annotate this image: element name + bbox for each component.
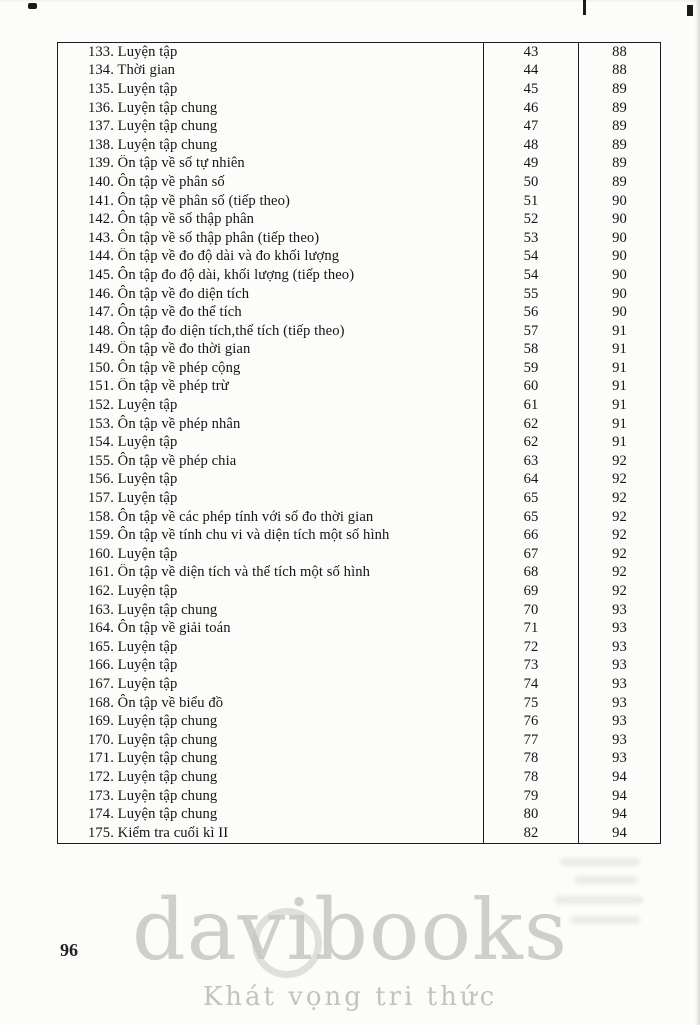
table-row <box>58 675 660 694</box>
lesson-title: 138. Luyện tập chung <box>88 136 218 153</box>
lesson-number-cell: 79 <box>483 787 578 806</box>
toc-table <box>57 42 661 844</box>
lesson-title: 145. Ôn tập đo độ dài, khối lượng (tiếp theo) <box>88 266 355 283</box>
table-row <box>58 545 660 564</box>
page-number-cell: 93 <box>578 657 660 676</box>
lesson-title: 133. Luyện tập <box>88 43 178 60</box>
page-number-cell: 94 <box>578 787 660 806</box>
table-row <box>58 155 660 174</box>
lesson-number-cell: 59 <box>483 359 578 378</box>
table-row <box>58 489 660 508</box>
page-number-cell: 92 <box>578 564 660 583</box>
lesson-title: 146. Ôn tập về đo diện tích <box>88 285 250 302</box>
table-row <box>58 824 660 843</box>
lesson-title: 169. Luyện tập chung <box>88 713 218 730</box>
page-number-cell: 94 <box>578 768 660 787</box>
table-row <box>58 564 660 583</box>
table-row <box>58 805 660 824</box>
lesson-title: 160. Luyện tập <box>88 545 178 562</box>
lesson-number-cell: 49 <box>483 155 578 174</box>
lesson-number-cell: 46 <box>483 99 578 118</box>
lesson-number-cell: 52 <box>483 210 578 229</box>
lesson-title: 140. Ôn tập về phân số <box>88 173 225 190</box>
lesson-number-cell: 60 <box>483 378 578 397</box>
table-row <box>58 248 660 267</box>
lesson-title: 162. Luyện tập <box>88 583 178 600</box>
table-row <box>58 750 660 769</box>
page-number-cell: 93 <box>578 619 660 638</box>
page-number-cell: 92 <box>578 526 660 545</box>
table-row <box>58 322 660 341</box>
scan-artifact <box>583 0 586 15</box>
lesson-title: 165. Luyện tập <box>88 638 178 655</box>
page-number-cell: 94 <box>578 805 660 824</box>
lesson-number-cell: 64 <box>483 471 578 490</box>
table-row <box>58 99 660 118</box>
lesson-title: 143. Ôn tập về số thập phân (tiếp theo) <box>88 229 320 246</box>
page-number-cell: 90 <box>578 266 660 285</box>
page-number-cell: 92 <box>578 471 660 490</box>
page-number-cell: 89 <box>578 136 660 155</box>
lesson-title: 135. Luyện tập <box>88 80 178 97</box>
table-row <box>58 787 660 806</box>
bleed-through-mark <box>560 858 640 866</box>
lesson-title: 170. Luyện tập chung <box>88 731 218 748</box>
lesson-title: 141. Ôn tập về phân số (tiếp theo) <box>88 192 290 209</box>
printed-page-number: 96 <box>60 940 78 960</box>
lesson-number-cell: 62 <box>483 415 578 434</box>
lesson-title: 158. Ôn tập về các phép tính với số đo thời gian <box>88 508 374 525</box>
lesson-title: 159. Ôn tập về tính chu vi và diện tích một số hình <box>88 527 390 544</box>
lesson-title: 150. Ôn tập về phép cộng <box>88 359 241 376</box>
scan-edge-shadow-right <box>695 0 700 1025</box>
page-number-cell: 90 <box>578 210 660 229</box>
table-row <box>58 229 660 248</box>
scan-artifact <box>687 5 693 16</box>
page-number-cell: 89 <box>578 117 660 136</box>
lesson-number-cell: 72 <box>483 638 578 657</box>
page-number-cell: 91 <box>578 341 660 360</box>
table-row <box>58 80 660 99</box>
table-row <box>58 601 660 620</box>
bleed-through-mark <box>575 876 637 884</box>
page-number-cell: 91 <box>578 433 660 452</box>
table-row <box>58 694 660 713</box>
lesson-title: 142. Ôn tập về số thập phân <box>88 211 255 228</box>
page-number-cell: 90 <box>578 248 660 267</box>
table-row <box>58 452 660 471</box>
lesson-number-cell: 76 <box>483 712 578 731</box>
page-number-cell: 92 <box>578 452 660 471</box>
page-number-cell: 91 <box>578 415 660 434</box>
lesson-number-cell: 50 <box>483 173 578 192</box>
page-number-cell: 93 <box>578 601 660 620</box>
table-row <box>58 285 660 304</box>
lesson-number-cell: 47 <box>483 117 578 136</box>
page-number-cell: 92 <box>578 545 660 564</box>
lesson-number-cell: 73 <box>483 657 578 676</box>
lesson-number-cell: 48 <box>483 136 578 155</box>
lesson-title: 167. Luyện tập <box>88 675 178 692</box>
lesson-title: 154. Luyện tập <box>88 434 178 451</box>
lesson-title: 173. Luyện tập chung <box>88 787 218 804</box>
lesson-number-cell: 55 <box>483 285 578 304</box>
lesson-number-cell: 65 <box>483 508 578 527</box>
lesson-number-cell: 70 <box>483 601 578 620</box>
lesson-title: 136. Luyện tập chung <box>88 99 218 116</box>
lesson-title: 139. Ôn tập về số tự nhiên <box>88 155 245 172</box>
page-number-cell: 90 <box>578 192 660 211</box>
table-row <box>58 657 660 676</box>
lesson-number-cell: 82 <box>483 824 578 843</box>
page-number-cell: 88 <box>578 62 660 81</box>
page-number-cell: 91 <box>578 322 660 341</box>
lesson-title: 157. Luyện tập <box>88 490 178 507</box>
lesson-title: 164. Ôn tập về giải toán <box>88 620 231 637</box>
lesson-title: 151. Ôn tập về phép trừ <box>88 378 229 395</box>
page-number-cell: 93 <box>578 750 660 769</box>
lesson-title: 153. Ôn tập về phép nhân <box>88 415 241 432</box>
lesson-number-cell: 51 <box>483 192 578 211</box>
page-number-cell: 90 <box>578 229 660 248</box>
lesson-title: 168. Ôn tập về biểu đồ <box>88 694 224 711</box>
page-number-cell: 90 <box>578 303 660 322</box>
lesson-number-cell: 57 <box>483 322 578 341</box>
table-row <box>58 43 660 62</box>
lesson-number-cell: 75 <box>483 694 578 713</box>
lesson-title: 144. Ôn tập về đo độ dài và đo khối lượng <box>88 248 340 265</box>
table-row <box>58 768 660 787</box>
lesson-number-cell: 53 <box>483 229 578 248</box>
lesson-title: 161. Ôn tập về diện tích và thể tích một số hình <box>88 564 371 581</box>
page-number-cell: 89 <box>578 99 660 118</box>
lesson-number-cell: 56 <box>483 303 578 322</box>
lesson-title: 172. Luyện tập chung <box>88 768 218 785</box>
lesson-title: 171. Luyện tập chung <box>88 750 218 767</box>
lesson-title: 163. Luyện tập chung <box>88 601 218 618</box>
lesson-title: 147. Ôn tập về đo thể tích <box>88 304 242 321</box>
table-row <box>58 508 660 527</box>
lesson-number-cell: 78 <box>483 768 578 787</box>
page-number-cell: 93 <box>578 675 660 694</box>
page-number-cell: 93 <box>578 731 660 750</box>
lesson-number-cell: 80 <box>483 805 578 824</box>
page-number-cell: 88 <box>578 43 660 62</box>
lesson-number-cell: 69 <box>483 582 578 601</box>
table-row <box>58 173 660 192</box>
table-row <box>58 638 660 657</box>
page-number-cell: 91 <box>578 396 660 415</box>
lesson-title: 175. Kiểm tra cuối kì II <box>88 824 229 841</box>
lesson-number-cell: 44 <box>483 62 578 81</box>
lesson-number-cell: 43 <box>483 43 578 62</box>
table-row <box>58 210 660 229</box>
page-number-cell: 92 <box>578 489 660 508</box>
lesson-title: 152. Luyện tập <box>88 397 178 414</box>
lesson-title: 155. Ôn tập về phép chia <box>88 452 237 469</box>
table-row <box>58 136 660 155</box>
watermark-brand: davibooks <box>131 881 569 979</box>
lesson-title: 166. Luyện tập <box>88 657 178 674</box>
table-row <box>58 471 660 490</box>
lesson-number-cell: 62 <box>483 433 578 452</box>
lesson-number-cell: 54 <box>483 266 578 285</box>
lesson-number-cell: 77 <box>483 731 578 750</box>
table-row <box>58 303 660 322</box>
lesson-number-cell: 58 <box>483 341 578 360</box>
lesson-title: 148. Ôn tập đo diện tích,thể tích (tiếp theo) <box>88 322 345 339</box>
lesson-number-cell: 68 <box>483 564 578 583</box>
page-number-cell: 89 <box>578 155 660 174</box>
lesson-title: 134. Thời gian <box>88 62 176 79</box>
lesson-number-cell: 71 <box>483 619 578 638</box>
scan-edge-shadow-top <box>0 0 700 3</box>
lesson-number-cell: 66 <box>483 526 578 545</box>
page-number-cell: 92 <box>578 508 660 527</box>
page-number-cell: 91 <box>578 359 660 378</box>
watermark-slogan: Khát vọng tri thức <box>202 982 498 1012</box>
page-number-cell: 94 <box>578 824 660 843</box>
lesson-title: 156. Luyện tập <box>88 471 178 488</box>
lesson-number-cell: 65 <box>483 489 578 508</box>
lesson-number-cell: 78 <box>483 750 578 769</box>
table-row <box>58 396 660 415</box>
page-number-cell: 92 <box>578 582 660 601</box>
lesson-title: 174. Luyện tập chung <box>88 806 218 823</box>
table-row <box>58 266 660 285</box>
lesson-number-cell: 45 <box>483 80 578 99</box>
table-row <box>58 415 660 434</box>
lesson-number-cell: 67 <box>483 545 578 564</box>
table-row <box>58 62 660 81</box>
table-row <box>58 192 660 211</box>
table-row <box>58 378 660 397</box>
table-row <box>58 433 660 452</box>
table-row <box>58 582 660 601</box>
lesson-number-cell: 63 <box>483 452 578 471</box>
table-row <box>58 117 660 136</box>
table-row <box>58 341 660 360</box>
table-row <box>58 359 660 378</box>
page-number-cell: 93 <box>578 638 660 657</box>
scan-artifact <box>28 3 37 9</box>
page-number-cell: 93 <box>578 694 660 713</box>
table-row <box>58 526 660 545</box>
page-number-cell: 91 <box>578 378 660 397</box>
table-row <box>58 619 660 638</box>
lesson-number-cell: 54 <box>483 248 578 267</box>
page-number-cell: 93 <box>578 712 660 731</box>
table-row <box>58 712 660 731</box>
page-number-cell: 89 <box>578 173 660 192</box>
lesson-title: 149. Ôn tập về đo thời gian <box>88 341 251 358</box>
lesson-title: 137. Luyện tập chung <box>88 118 218 135</box>
lesson-number-cell: 74 <box>483 675 578 694</box>
lesson-number-cell: 61 <box>483 396 578 415</box>
page-number-cell: 90 <box>578 285 660 304</box>
page-number-cell: 89 <box>578 80 660 99</box>
table-row <box>58 731 660 750</box>
